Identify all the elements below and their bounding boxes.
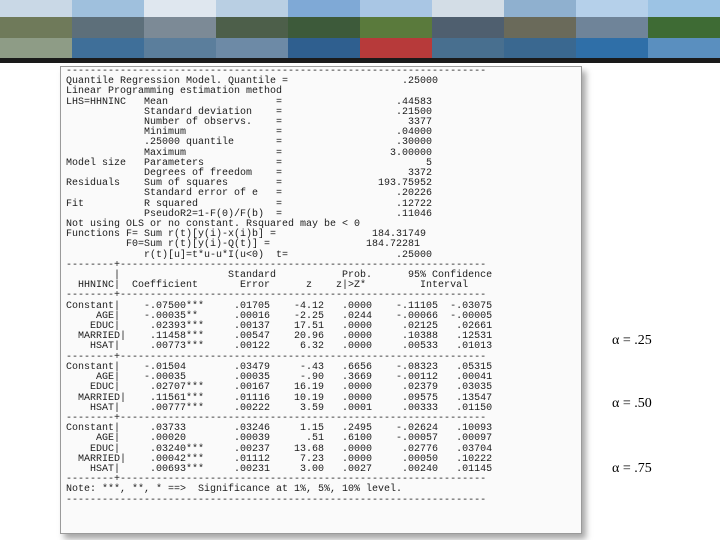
banner-photo-blue-lake (576, 0, 648, 58)
banner-photo-lake-town (72, 0, 144, 58)
output-line: --------+------------------------------------------------------------- (66, 259, 487, 271)
output-line: HHNINC| Coefficient Error z z|>Z* Interval (66, 280, 469, 292)
banner-photo-promenade (216, 0, 288, 58)
banner-photo-palm-shore (648, 0, 720, 58)
output-line: Degrees of freedom = 3372 (66, 168, 433, 180)
alpha-label-75: α = .75 (612, 461, 652, 476)
output-line: EDUC| .02707*** .00167 16.19 .0000 .02379 .03035 (66, 382, 493, 394)
output-line: Maximum = 3.00000 (66, 147, 433, 159)
output-line: Model size Parameters = 5 (66, 157, 433, 169)
output-line: | Standard Prob. 95% Confidence (66, 270, 493, 282)
output-line: AGE| -.00035** .00016 -2.25 .0244 -.00066 -.00005 (66, 310, 493, 322)
output-line: Fit R squared = .12722 (66, 198, 433, 210)
alpha-label-25: α = .25 (612, 333, 652, 348)
output-line: Number of observs. = 3377 (66, 117, 433, 129)
output-line: AGE| .00020 .00039 .51 .6100 -.00057 .00097 (66, 433, 493, 445)
output-line: HSAT| .00693*** .00231 3.00 .0027 .00240 .01145 (66, 463, 493, 475)
output-line: PseudoR2=1-F(0)/F(b) = .11046 (66, 208, 433, 220)
output-line: --------+------------------------------------------------------------- (66, 290, 487, 302)
photo-banner (0, 0, 720, 58)
output-line: ---------------------------------------------------------------------- (66, 494, 487, 506)
output-line: Linear Programming estimation method (66, 86, 283, 98)
banner-photo-harbor (288, 0, 360, 58)
output-line: HSAT| .00773*** .00122 6.32 .0000 .00533 .01013 (66, 341, 493, 353)
banner-divider (0, 58, 720, 63)
banner-photo-bay-view (432, 0, 504, 58)
output-line: Minimum = .04000 (66, 127, 433, 139)
output-line: Constant| -.01504 .03479 -.43 .6656 -.08323 .05315 (66, 361, 493, 373)
output-line: --------+------------------------------------------------------------- (66, 474, 487, 486)
output-line: Standard deviation = .21500 (66, 106, 433, 118)
alpha-label-50: α = .50 (612, 396, 652, 411)
output-line: --------+------------------------------------------------------------- (66, 351, 487, 363)
output-line: MARRIED| .11458*** .00547 20.96 .0000 .10388 .12531 (66, 331, 493, 343)
output-line: Residuals Sum of squares = 193.75952 (66, 178, 433, 190)
output-line: Functions F= Sum r(t)[y(i)-x(i)b] = 184.31749 (66, 229, 427, 241)
output-line: r(t)[u]=t*u-u*I(u<0) t= .25000 (66, 249, 433, 261)
output-line: EDUC| .02393*** .00137 17.51 .0000 .02125 .02661 (66, 321, 493, 333)
regression-output-text (66, 67, 492, 506)
output-line: Quantile Regression Model. Quantile = .25000 (66, 76, 439, 88)
output-line: ---------------------------------------------------------------------- (66, 66, 487, 77)
output-line: --------+------------------------------------------------------------- (66, 412, 487, 424)
output-line: Standard error of e = .20226 (66, 188, 433, 200)
output-line: MARRIED| .11561*** .01116 10.19 .0000 .09575 .13547 (66, 392, 493, 404)
output-line: Constant| -.07500*** .01705 -4.12 .0000 -.11105 -.03075 (66, 300, 493, 312)
output-line: Constant| .03733 .03246 1.15 .2495 -.02624 .10093 (66, 423, 493, 435)
output-line: MARRIED| .00042*** .01112 7.23 .0000 .00050 .10222 (66, 453, 493, 465)
output-line: LHS=HHNINC Mean = .44583 (66, 96, 433, 108)
banner-photo-castle-hill (0, 0, 72, 58)
banner-photo-city-lake (504, 0, 576, 58)
output-line: AGE| -.00035 .00035 -.90 .3669 -.00112 .00041 (66, 372, 493, 384)
output-line: Note: ***, **, * ==> Significance at 1%, 5%, 10% level. (66, 484, 403, 496)
output-line: .25000 quantile = .30000 (66, 137, 433, 149)
output-line: Not using OLS or no constant. Rsquared may be < 0 (66, 219, 361, 231)
output-line: HSAT| .00777*** .00222 3.59 .0001 .00333 .01150 (66, 402, 493, 414)
banner-photo-mountain-lake (144, 0, 216, 58)
output-line: EDUC| .03240*** .00237 13.68 .0000 .02776 .03704 (66, 443, 493, 455)
output-line: F0=Sum r(t)[y(i)-Q(t)] = 184.72281 (66, 239, 421, 251)
banner-photo-flower-garden (360, 0, 432, 58)
